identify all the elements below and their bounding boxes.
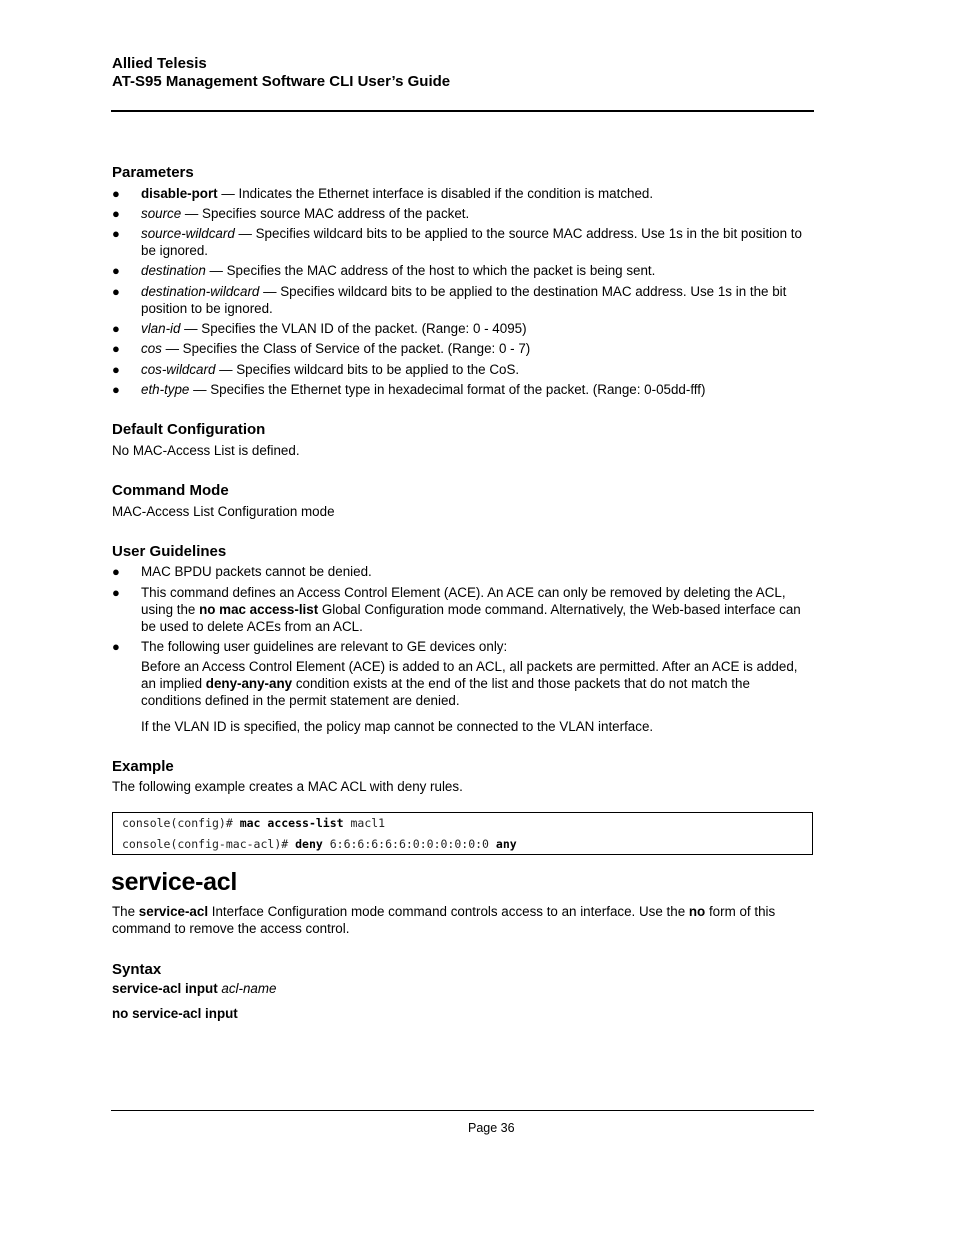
param-term: source (141, 206, 182, 221)
command-keyword: no (688, 904, 706, 919)
bullet-icon: ● (112, 362, 120, 377)
example-heading: Example (112, 758, 174, 775)
code-command: mac access-list (239, 816, 344, 830)
param-desc: — Indicates the Ethernet interface is disabled if the condition is matched. (217, 186, 654, 201)
description-text: Interface Configuration mode command controls access to an interface. Use the (208, 904, 689, 919)
param-desc: — Specifies wildcard bits to be applied to the destination MAC address. Use 1s in the bit position to be ignored. (141, 284, 787, 316)
bullet-icon: ● (112, 263, 120, 278)
default-configuration-text: No MAC-Access List is defined. (112, 443, 300, 458)
code-line (122, 816, 385, 830)
bullet-icon: ● (112, 186, 120, 201)
param-desc: — Specifies wildcard bits to be applied to the source MAC address. Use 1s in the bit position to be ignored. (141, 226, 802, 258)
command-mode-text: MAC-Access List Configuration mode (112, 504, 335, 519)
param-term: destination-wildcard (141, 284, 260, 299)
bullet-icon: ● (112, 585, 120, 600)
code-prompt: console(config)# (122, 816, 240, 830)
code-block (112, 812, 813, 855)
guideline-paragraph: If the VLAN ID is specified, the policy map cannot be connected to the VLAN interface. (141, 719, 654, 734)
document-title: AT-S95 Management Software CLI User’s Guide (112, 73, 451, 90)
code-command: deny (295, 837, 323, 851)
document-company: Allied Telesis (112, 55, 207, 72)
param-desc: — Specifies wildcard bits to be applied to the CoS. (215, 362, 520, 377)
parameters-heading: Parameters (112, 164, 194, 181)
syntax-line (112, 1006, 238, 1021)
param-desc: — Specifies the MAC address of the host to which the packet is being sent. (205, 263, 656, 278)
syntax-command: no service-acl input (112, 1006, 238, 1021)
param-term: destination (141, 263, 206, 278)
bullet-icon: ● (112, 321, 120, 336)
bullet-icon: ● (112, 341, 120, 356)
code-prompt: console(config-mac-acl)# (122, 837, 296, 851)
description-text: The (112, 904, 139, 919)
bullet-icon: ● (112, 639, 120, 654)
command-keyword: service-acl (138, 904, 209, 919)
command-description (112, 903, 814, 937)
header-divider (111, 110, 814, 112)
guideline-text: Global Configuration mode command. Alternatively, the Web-based interface can be used to delete ACEs from an ACL. (141, 602, 801, 634)
syntax-command: service-acl input (112, 981, 218, 996)
param-term: cos-wildcard (141, 362, 216, 377)
code-keyword: any (495, 837, 517, 851)
syntax-parameter: acl-name (217, 981, 277, 996)
command-title: service-acl (111, 868, 237, 896)
bullet-icon: ● (112, 226, 120, 241)
syntax-heading: Syntax (112, 961, 162, 978)
guideline-text: The following user guidelines are relevant to GE devices only: (141, 639, 508, 654)
command-keyword: deny-any-any (205, 676, 293, 691)
page-number: Page 36 (468, 1121, 515, 1135)
user-guidelines-heading: User Guidelines (112, 543, 227, 560)
param-term: disable-port (141, 186, 218, 201)
guideline-paragraph (141, 658, 813, 709)
param-desc: — Specifies the VLAN ID of the packet. (Range: 0 - 4095) (180, 321, 527, 336)
param-term: source-wildcard (141, 226, 235, 241)
code-argument: 6:6:6:6:6:6:0:0:0:0:0:0 (322, 837, 496, 851)
bullet-icon: ● (112, 284, 120, 299)
bullet-icon: ● (112, 564, 120, 579)
syntax-line (112, 981, 276, 996)
param-term: vlan-id (141, 321, 181, 336)
code-argument: macl1 (343, 816, 386, 830)
example-text: The following example creates a MAC ACL with deny rules. (112, 779, 463, 794)
guideline-text: Before an Access Control Element (ACE) is added to an ACL, all packets are permitted. After an ACE is added, an implied (141, 659, 798, 691)
guideline-text: condition exists at the end of the list and those packets that do not match the conditions defined in the permit statement are denied. (141, 676, 750, 708)
param-desc: — Specifies the Class of Service of the packet. (Range: 0 - 7) (161, 341, 531, 356)
guideline-text: This command defines an Access Control Element (ACE). An ACE can only be removed by deleting the ACL, using the (141, 585, 786, 617)
code-line (122, 837, 517, 851)
default-configuration-heading: Default Configuration (112, 421, 266, 438)
param-term: eth-type (141, 382, 190, 397)
param-term: cos (141, 341, 162, 356)
command-keyword: no mac access-list (199, 602, 319, 617)
bullet-icon: ● (112, 206, 120, 221)
bullet-icon: ● (112, 382, 120, 397)
param-desc: — Specifies the Ethernet type in hexadecimal format of the packet. (Range: 0-05dd-fff) (189, 382, 706, 397)
footer-divider (111, 1110, 814, 1111)
description-text: form of this command to remove the access control. (112, 904, 776, 936)
param-desc: — Specifies source MAC address of the packet. (181, 206, 470, 221)
command-mode-heading: Command Mode (112, 482, 229, 499)
guideline-text: MAC BPDU packets cannot be denied. (141, 564, 372, 579)
